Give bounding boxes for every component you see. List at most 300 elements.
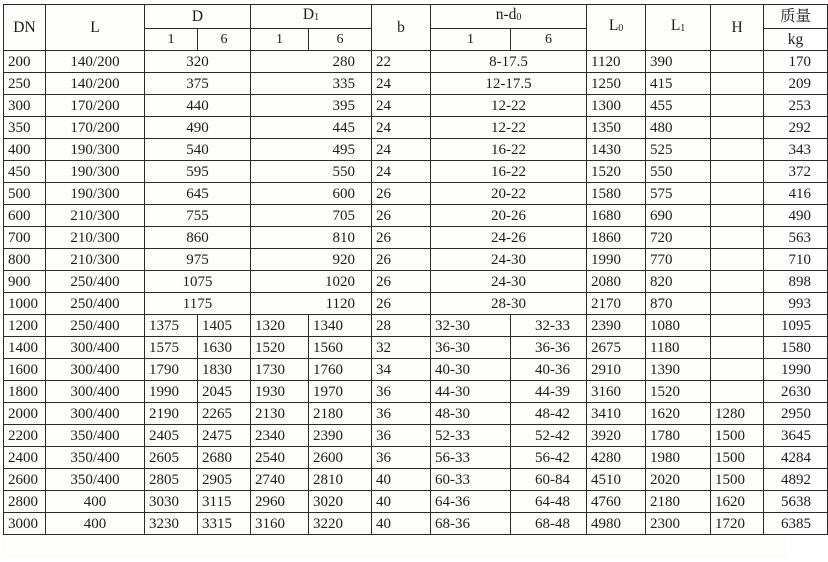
cell-h: 1500 bbox=[711, 469, 764, 491]
cell-mass: 1095 bbox=[764, 315, 828, 337]
cell-d1-pn1: 2960 bbox=[251, 491, 309, 513]
cell-l0: 2170 bbox=[587, 293, 646, 315]
table-row bbox=[4, 51, 828, 73]
cell-nd0-pn1: 52-33 bbox=[431, 425, 511, 447]
cell-d-pn6: 2045 bbox=[198, 381, 251, 403]
header-l0-sub: 0 bbox=[618, 23, 624, 34]
header-mass: 质量 bbox=[764, 5, 828, 29]
cell-l0: 3160 bbox=[587, 381, 646, 403]
cell-l: 400 bbox=[46, 491, 145, 513]
cell-mass: 898 bbox=[764, 271, 828, 293]
cell-d1: 335 bbox=[251, 73, 372, 95]
cell-d-pn1: 2805 bbox=[145, 469, 198, 491]
cell-mass: 1580 bbox=[764, 337, 828, 359]
cell-l: 210/300 bbox=[46, 249, 145, 271]
cell-dn: 1200 bbox=[4, 315, 46, 337]
cell-d-pn1: 1375 bbox=[145, 315, 198, 337]
cell-l: 350/400 bbox=[46, 469, 145, 491]
cell-d1-pn1: 2130 bbox=[251, 403, 309, 425]
cell-l1: 720 bbox=[646, 227, 711, 249]
cell-d1-pn6: 3220 bbox=[309, 513, 372, 535]
cell-dn: 350 bbox=[4, 117, 46, 139]
cell-dn: 2800 bbox=[4, 491, 46, 513]
cell-dn: 2000 bbox=[4, 403, 46, 425]
cell-d: 490 bbox=[145, 117, 251, 139]
cell-nd0-pn6: 64-48 bbox=[511, 491, 587, 513]
cell-l0: 1250 bbox=[587, 73, 646, 95]
cell-l: 250/400 bbox=[46, 315, 145, 337]
cell-b: 26 bbox=[372, 205, 431, 227]
cell-mass: 343 bbox=[764, 139, 828, 161]
cell-l: 300/400 bbox=[46, 359, 145, 381]
cell-nd0-pn6: 36-36 bbox=[511, 337, 587, 359]
cell-dn: 500 bbox=[4, 183, 46, 205]
cell-b: 40 bbox=[372, 491, 431, 513]
cell-l1: 1390 bbox=[646, 359, 711, 381]
flange-dimension-table bbox=[3, 4, 828, 535]
header-dn: DN bbox=[4, 5, 46, 51]
cell-nd0: 20-22 bbox=[431, 183, 587, 205]
table-row bbox=[4, 227, 828, 249]
table-row bbox=[4, 315, 828, 337]
cell-h bbox=[711, 359, 764, 381]
cell-d1-pn1: 1520 bbox=[251, 337, 309, 359]
cell-d: 375 bbox=[145, 73, 251, 95]
table-row bbox=[4, 139, 828, 161]
cell-d-pn6: 3315 bbox=[198, 513, 251, 535]
cell-l0: 1300 bbox=[587, 95, 646, 117]
cell-mass: 209 bbox=[764, 73, 828, 95]
cell-l0: 3410 bbox=[587, 403, 646, 425]
table-row bbox=[4, 117, 828, 139]
cell-l0: 1430 bbox=[587, 139, 646, 161]
cell-h bbox=[711, 271, 764, 293]
cell-dn: 700 bbox=[4, 227, 46, 249]
cell-d: 1075 bbox=[145, 271, 251, 293]
cell-d1-pn6: 1760 bbox=[309, 359, 372, 381]
cell-h bbox=[711, 249, 764, 271]
cell-mass: 3645 bbox=[764, 425, 828, 447]
table-row bbox=[4, 403, 828, 425]
cell-l1: 455 bbox=[646, 95, 711, 117]
cell-dn: 3000 bbox=[4, 513, 46, 535]
cell-b: 32 bbox=[372, 337, 431, 359]
cell-d-pn6: 2680 bbox=[198, 447, 251, 469]
header-mass-unit: kg bbox=[764, 29, 828, 51]
cell-l1: 1080 bbox=[646, 315, 711, 337]
header-d1-pn1: 1 bbox=[251, 29, 309, 51]
cell-nd0: 12-22 bbox=[431, 95, 587, 117]
header-nd0-base: n-d bbox=[495, 6, 517, 23]
cell-b: 36 bbox=[372, 425, 431, 447]
cell-d: 595 bbox=[145, 161, 251, 183]
cell-nd0-pn6: 68-48 bbox=[511, 513, 587, 535]
cell-d1-pn1: 2740 bbox=[251, 469, 309, 491]
cell-d-pn6: 1830 bbox=[198, 359, 251, 381]
header-d1 bbox=[251, 5, 372, 29]
header-d-pn6: 6 bbox=[198, 29, 251, 51]
cell-nd0: 24-30 bbox=[431, 271, 587, 293]
header-l: L bbox=[46, 5, 145, 51]
header-d1-pn6: 6 bbox=[309, 29, 372, 51]
cell-b: 36 bbox=[372, 447, 431, 469]
cell-d-pn6: 1405 bbox=[198, 315, 251, 337]
cell-l1: 550 bbox=[646, 161, 711, 183]
cell-d1: 810 bbox=[251, 227, 372, 249]
cell-h bbox=[711, 161, 764, 183]
cell-nd0-pn6: 56-42 bbox=[511, 447, 587, 469]
cell-d-pn1: 3230 bbox=[145, 513, 198, 535]
table-row bbox=[4, 183, 828, 205]
cell-d: 440 bbox=[145, 95, 251, 117]
cell-d1-pn6: 1340 bbox=[309, 315, 372, 337]
cell-b: 24 bbox=[372, 161, 431, 183]
cell-h: 1620 bbox=[711, 491, 764, 513]
cell-d-pn6: 3115 bbox=[198, 491, 251, 513]
cell-l0: 1120 bbox=[587, 51, 646, 73]
cell-d1-pn1: 2340 bbox=[251, 425, 309, 447]
cell-l1: 575 bbox=[646, 183, 711, 205]
cell-b: 24 bbox=[372, 117, 431, 139]
cell-l: 140/200 bbox=[46, 73, 145, 95]
cell-h bbox=[711, 381, 764, 403]
cell-d1: 705 bbox=[251, 205, 372, 227]
cell-l0: 4510 bbox=[587, 469, 646, 491]
table-row bbox=[4, 447, 828, 469]
cell-nd0-pn1: 32-30 bbox=[431, 315, 511, 337]
cell-mass: 372 bbox=[764, 161, 828, 183]
cell-l1: 770 bbox=[646, 249, 711, 271]
cell-dn: 800 bbox=[4, 249, 46, 271]
cell-b: 26 bbox=[372, 249, 431, 271]
table-row bbox=[4, 381, 828, 403]
table-row bbox=[4, 513, 828, 535]
cell-nd0: 28-30 bbox=[431, 293, 587, 315]
cell-mass: 710 bbox=[764, 249, 828, 271]
cell-nd0: 12-17.5 bbox=[431, 73, 587, 95]
cell-l1: 690 bbox=[646, 205, 711, 227]
cell-d-pn1: 2405 bbox=[145, 425, 198, 447]
cell-mass: 416 bbox=[764, 183, 828, 205]
cell-nd0-pn6: 44-39 bbox=[511, 381, 587, 403]
cell-d-pn6: 1630 bbox=[198, 337, 251, 359]
cell-nd0-pn6: 48-42 bbox=[511, 403, 587, 425]
table-row bbox=[4, 491, 828, 513]
cell-l: 350/400 bbox=[46, 425, 145, 447]
cell-nd0-pn1: 68-36 bbox=[431, 513, 511, 535]
cell-nd0-pn6: 32-33 bbox=[511, 315, 587, 337]
cell-l0: 1350 bbox=[587, 117, 646, 139]
cell-mass: 490 bbox=[764, 205, 828, 227]
table-row bbox=[4, 205, 828, 227]
cell-h: 1280 bbox=[711, 403, 764, 425]
cell-d1: 395 bbox=[251, 95, 372, 117]
cell-l1: 820 bbox=[646, 271, 711, 293]
cell-d1: 600 bbox=[251, 183, 372, 205]
cell-nd0-pn1: 64-36 bbox=[431, 491, 511, 513]
header-nd0-pn6: 6 bbox=[511, 29, 587, 51]
cell-d1: 550 bbox=[251, 161, 372, 183]
cell-b: 24 bbox=[372, 139, 431, 161]
cell-mass: 563 bbox=[764, 227, 828, 249]
cell-nd0-pn1: 36-30 bbox=[431, 337, 511, 359]
cell-b: 26 bbox=[372, 183, 431, 205]
cell-l0: 4980 bbox=[587, 513, 646, 535]
cell-mass: 5638 bbox=[764, 491, 828, 513]
cell-dn: 2400 bbox=[4, 447, 46, 469]
cell-l0: 4760 bbox=[587, 491, 646, 513]
cell-d-pn1: 1575 bbox=[145, 337, 198, 359]
cell-l1: 1980 bbox=[646, 447, 711, 469]
table-body bbox=[4, 51, 828, 535]
cell-l1: 390 bbox=[646, 51, 711, 73]
cell-l0: 2675 bbox=[587, 337, 646, 359]
cell-l1: 1620 bbox=[646, 403, 711, 425]
cell-nd0-pn1: 56-33 bbox=[431, 447, 511, 469]
cell-b: 34 bbox=[372, 359, 431, 381]
cell-l1: 870 bbox=[646, 293, 711, 315]
cell-d1: 280 bbox=[251, 51, 372, 73]
cell-nd0: 24-30 bbox=[431, 249, 587, 271]
cell-l: 190/300 bbox=[46, 139, 145, 161]
cell-b: 36 bbox=[372, 403, 431, 425]
cell-l0: 2080 bbox=[587, 271, 646, 293]
cell-h bbox=[711, 293, 764, 315]
cell-h bbox=[711, 227, 764, 249]
cell-nd0-pn6: 40-36 bbox=[511, 359, 587, 381]
cell-nd0: 16-22 bbox=[431, 161, 587, 183]
cell-l: 300/400 bbox=[46, 381, 145, 403]
cell-dn: 2200 bbox=[4, 425, 46, 447]
cell-d-pn6: 2265 bbox=[198, 403, 251, 425]
table-row bbox=[4, 469, 828, 491]
header-nd0 bbox=[431, 5, 587, 29]
cell-dn: 1400 bbox=[4, 337, 46, 359]
cell-mass: 4284 bbox=[764, 447, 828, 469]
cell-l1: 1780 bbox=[646, 425, 711, 447]
cell-l: 170/200 bbox=[46, 95, 145, 117]
cell-dn: 2600 bbox=[4, 469, 46, 491]
cell-d1-pn1: 1730 bbox=[251, 359, 309, 381]
cell-d1-pn6: 2810 bbox=[309, 469, 372, 491]
cell-l1: 1180 bbox=[646, 337, 711, 359]
cell-h: 1500 bbox=[711, 425, 764, 447]
cell-l: 300/400 bbox=[46, 403, 145, 425]
cell-l: 350/400 bbox=[46, 447, 145, 469]
cell-dn: 400 bbox=[4, 139, 46, 161]
header-l1 bbox=[646, 5, 711, 51]
cell-mass: 170 bbox=[764, 51, 828, 73]
cell-d: 1175 bbox=[145, 293, 251, 315]
table-row bbox=[4, 73, 828, 95]
cell-l: 140/200 bbox=[46, 51, 145, 73]
cell-dn: 300 bbox=[4, 95, 46, 117]
header-d-pn1: 1 bbox=[145, 29, 198, 51]
cell-l1: 2300 bbox=[646, 513, 711, 535]
cell-nd0: 12-22 bbox=[431, 117, 587, 139]
cell-d1: 920 bbox=[251, 249, 372, 271]
cell-l0: 2390 bbox=[587, 315, 646, 337]
header-b: b bbox=[372, 5, 431, 51]
cell-h bbox=[711, 95, 764, 117]
table-row bbox=[4, 95, 828, 117]
cell-b: 24 bbox=[372, 95, 431, 117]
cell-d1-pn1: 3160 bbox=[251, 513, 309, 535]
cell-d: 975 bbox=[145, 249, 251, 271]
cell-b: 26 bbox=[372, 293, 431, 315]
cell-b: 28 bbox=[372, 315, 431, 337]
cell-d1-pn1: 1320 bbox=[251, 315, 309, 337]
cell-nd0: 24-26 bbox=[431, 227, 587, 249]
cell-l1: 1520 bbox=[646, 381, 711, 403]
spec-sheet bbox=[3, 4, 812, 558]
cell-d1-pn6: 2390 bbox=[309, 425, 372, 447]
cell-l1: 525 bbox=[646, 139, 711, 161]
cell-d1-pn6: 1560 bbox=[309, 337, 372, 359]
cell-dn: 1600 bbox=[4, 359, 46, 381]
cell-dn: 200 bbox=[4, 51, 46, 73]
cell-dn: 600 bbox=[4, 205, 46, 227]
cell-l0: 1860 bbox=[587, 227, 646, 249]
cell-d1-pn6: 1970 bbox=[309, 381, 372, 403]
cell-b: 36 bbox=[372, 381, 431, 403]
cell-nd0: 8-17.5 bbox=[431, 51, 587, 73]
cell-d1-pn6: 2180 bbox=[309, 403, 372, 425]
cell-d-pn1: 1990 bbox=[145, 381, 198, 403]
cell-nd0-pn1: 48-30 bbox=[431, 403, 511, 425]
cell-l: 190/300 bbox=[46, 161, 145, 183]
cell-d-pn1: 1790 bbox=[145, 359, 198, 381]
header-l0 bbox=[587, 5, 646, 51]
cell-d: 645 bbox=[145, 183, 251, 205]
cell-d: 540 bbox=[145, 139, 251, 161]
header-l1-sub: 1 bbox=[680, 23, 686, 34]
cell-h: 1720 bbox=[711, 513, 764, 535]
cell-b: 40 bbox=[372, 513, 431, 535]
cell-l: 190/300 bbox=[46, 183, 145, 205]
cell-d-pn1: 3030 bbox=[145, 491, 198, 513]
cell-b: 26 bbox=[372, 227, 431, 249]
cell-l: 210/300 bbox=[46, 205, 145, 227]
cell-mass: 292 bbox=[764, 117, 828, 139]
table-row bbox=[4, 249, 828, 271]
cell-nd0-pn1: 60-33 bbox=[431, 469, 511, 491]
table-row bbox=[4, 425, 828, 447]
cell-mass: 1990 bbox=[764, 359, 828, 381]
header-nd0-pn1: 1 bbox=[431, 29, 511, 51]
cell-mass: 993 bbox=[764, 293, 828, 315]
cell-l1: 480 bbox=[646, 117, 711, 139]
header-l1-base: L bbox=[670, 17, 681, 34]
cell-d-pn1: 2190 bbox=[145, 403, 198, 425]
cell-l: 250/400 bbox=[46, 271, 145, 293]
table-row bbox=[4, 293, 828, 315]
cell-d-pn6: 2475 bbox=[198, 425, 251, 447]
cell-l0: 2910 bbox=[587, 359, 646, 381]
cell-h bbox=[711, 183, 764, 205]
cell-dn: 1000 bbox=[4, 293, 46, 315]
cell-l0: 1520 bbox=[587, 161, 646, 183]
cell-h bbox=[711, 73, 764, 95]
cell-l1: 2020 bbox=[646, 469, 711, 491]
cell-l: 250/400 bbox=[46, 293, 145, 315]
cell-h bbox=[711, 205, 764, 227]
cell-l0: 1990 bbox=[587, 249, 646, 271]
cell-mass: 253 bbox=[764, 95, 828, 117]
cell-h bbox=[711, 51, 764, 73]
cell-dn: 450 bbox=[4, 161, 46, 183]
cell-l1: 415 bbox=[646, 73, 711, 95]
cell-d1: 495 bbox=[251, 139, 372, 161]
cell-d1: 1020 bbox=[251, 271, 372, 293]
cell-h bbox=[711, 315, 764, 337]
cell-nd0: 20-26 bbox=[431, 205, 587, 227]
cell-l0: 1580 bbox=[587, 183, 646, 205]
table-row bbox=[4, 337, 828, 359]
cell-d-pn1: 2605 bbox=[145, 447, 198, 469]
header-nd0-sub: 0 bbox=[516, 12, 522, 23]
cell-d-pn6: 2905 bbox=[198, 469, 251, 491]
cell-b: 24 bbox=[372, 73, 431, 95]
cell-mass: 2950 bbox=[764, 403, 828, 425]
cell-h bbox=[711, 117, 764, 139]
cell-dn: 900 bbox=[4, 271, 46, 293]
cell-d1: 445 bbox=[251, 117, 372, 139]
header-d1-sub: 1 bbox=[314, 12, 320, 23]
cell-nd0: 16-22 bbox=[431, 139, 587, 161]
cell-d1: 1120 bbox=[251, 293, 372, 315]
cell-nd0-pn1: 44-30 bbox=[431, 381, 511, 403]
cell-nd0-pn1: 40-30 bbox=[431, 359, 511, 381]
header-h: H bbox=[711, 5, 764, 51]
cell-d1-pn1: 2540 bbox=[251, 447, 309, 469]
cell-d1-pn6: 3020 bbox=[309, 491, 372, 513]
cell-l: 300/400 bbox=[46, 337, 145, 359]
cell-d: 860 bbox=[145, 227, 251, 249]
header-row-1 bbox=[4, 5, 828, 29]
table-row bbox=[4, 359, 828, 381]
table-row bbox=[4, 161, 828, 183]
cell-mass: 2630 bbox=[764, 381, 828, 403]
table-row bbox=[4, 271, 828, 293]
cell-nd0-pn6: 52-42 bbox=[511, 425, 587, 447]
cell-l: 170/200 bbox=[46, 117, 145, 139]
cell-l0: 1680 bbox=[587, 205, 646, 227]
cell-l0: 4280 bbox=[587, 447, 646, 469]
cell-l1: 2180 bbox=[646, 491, 711, 513]
header-l0-base: L bbox=[608, 17, 619, 34]
header-d: D bbox=[145, 5, 251, 29]
header-d1-base: D bbox=[302, 6, 315, 23]
cell-l: 400 bbox=[46, 513, 145, 535]
cell-l0: 3920 bbox=[587, 425, 646, 447]
cell-d1-pn1: 1930 bbox=[251, 381, 309, 403]
cell-d1-pn6: 2600 bbox=[309, 447, 372, 469]
cell-mass: 6385 bbox=[764, 513, 828, 535]
cell-h bbox=[711, 139, 764, 161]
cell-dn: 250 bbox=[4, 73, 46, 95]
cell-d: 320 bbox=[145, 51, 251, 73]
cell-h: 1500 bbox=[711, 447, 764, 469]
cell-b: 40 bbox=[372, 469, 431, 491]
cell-b: 22 bbox=[372, 51, 431, 73]
cell-nd0-pn6: 60-84 bbox=[511, 469, 587, 491]
cell-d: 755 bbox=[145, 205, 251, 227]
cell-dn: 1800 bbox=[4, 381, 46, 403]
cell-h bbox=[711, 337, 764, 359]
cell-l: 210/300 bbox=[46, 227, 145, 249]
cell-mass: 4892 bbox=[764, 469, 828, 491]
